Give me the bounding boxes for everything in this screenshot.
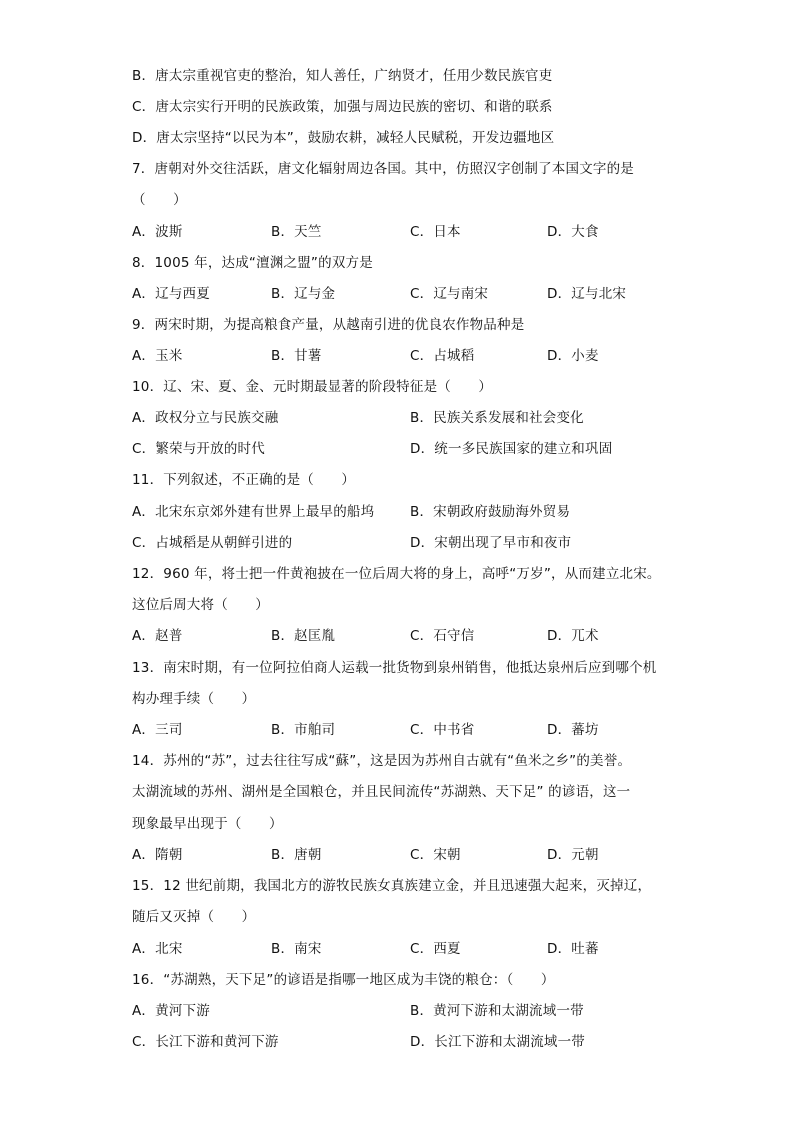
- q9-option-c: C．占城稻: [410, 348, 475, 364]
- q13-option-b: B．市舶司: [271, 722, 336, 738]
- q15-option-a: A．北宋: [132, 941, 183, 957]
- option-text-d: D．唐太宗坚持“以民为本”，鼓励农耕，减轻人民赋税，开发边疆地区: [132, 130, 555, 146]
- q7-option-b: B．天竺: [271, 224, 322, 240]
- q16-option-d: D．长江下游和太湖流域一带: [410, 1034, 585, 1050]
- q7-option-c: C．日本: [410, 224, 461, 240]
- q14-option-b: B．唐朝: [271, 847, 322, 863]
- q9-option-b: B．甘薯: [271, 348, 322, 364]
- q12-option-a: A．赵普: [132, 628, 183, 644]
- q15-option-d: D．吐蕃: [547, 941, 599, 957]
- q11-option-d: D．宋朝出现了早市和夜市: [410, 535, 572, 551]
- q14-option-c: C．宋朝: [410, 847, 461, 863]
- q15-option-b: B．南宋: [271, 941, 322, 957]
- q13-option-a: A．三司: [132, 722, 183, 738]
- question-11-stem: 11．下列叙述，不正确的是（ ）: [132, 472, 356, 488]
- q16-option-b: B．黄河下游和太湖流域一带: [410, 1003, 584, 1019]
- q7-option-a: A．波斯: [132, 224, 183, 240]
- q14-option-d: D．元朝: [547, 847, 599, 863]
- option-text-b: B．唐太宗重视官吏的整治，知人善任，广纳贤才，任用少数民族官吏: [132, 68, 553, 84]
- q10-option-b: B．民族关系发展和社会变化: [410, 410, 584, 426]
- q9-option-a: A．玉米: [132, 348, 183, 364]
- q13-option-d: D．蕃坊: [547, 722, 599, 738]
- q10-option-d: D．统一多民族国家的建立和巩固: [410, 441, 613, 457]
- question-8-stem: 8．1005 年，达成“澶渊之盟”的双方是: [132, 255, 373, 271]
- question-15-stem: 15．12 世纪前期，我国北方的游牧民族女真族建立金，并且迅速强大起来，灭掉辽，: [132, 878, 652, 894]
- q9-option-d: D．小麦: [547, 348, 599, 364]
- q13-option-c: C．中书省: [410, 722, 475, 738]
- q10-option-c: C．繁荣与开放的时代: [132, 441, 265, 457]
- q12-option-b: B．赵匡胤: [271, 628, 336, 644]
- q12-option-d: D．兀术: [547, 628, 599, 644]
- question-16-stem: 16．“苏湖熟，天下足”的谚语是指哪一地区成为丰饶的粮仓：（ ）: [132, 972, 555, 988]
- question-7-stem-cont: （ ）: [132, 192, 187, 208]
- option-text-c: C．唐太宗实行开明的民族政策，加强与周边民族的密切、和谐的联系: [132, 99, 553, 115]
- question-9-stem: 9．两宋时期，为提高粮食产量，从越南引进的优良农作物品种是: [132, 317, 525, 333]
- q8-option-a: A．辽与西夏: [132, 286, 210, 302]
- q12-option-c: C．石守信: [410, 628, 475, 644]
- q8-option-c: C．辽与南宋: [410, 286, 489, 302]
- q15-option-c: C．西夏: [410, 941, 461, 957]
- q11-option-c: C．占城稻是从朝鲜引进的: [132, 535, 293, 551]
- q8-option-d: D．辽与北宋: [547, 286, 627, 302]
- question-12-stem-cont: 这位后周大将（ ）: [132, 597, 269, 613]
- q11-option-b: B．宋朝政府鼓励海外贸易: [410, 504, 571, 520]
- question-15-stem-cont: 随后又灭掉（ ）: [132, 909, 256, 925]
- question-7-stem: 7．唐朝对外交往活跃，唐文化辐射周边各国。其中，仿照汉字创制了本国文字的是: [132, 161, 634, 177]
- question-12-stem: 12．960 年，将士把一件黄袍披在一位后周大将的身上，高呼“万岁”，从而建立北宋。: [132, 566, 661, 582]
- q8-option-b: B．辽与金: [271, 286, 336, 302]
- question-10-stem: 10．辽、宋、夏、金、元时期最显著的阶段特征是（ ）: [132, 379, 493, 395]
- question-14-stem: 14．苏州的“苏”，过去往往写成“蘇”，这是因为苏州自古就有“鱼米之乡”的美誉。: [132, 753, 632, 769]
- q10-option-a: A．政权分立与民族交融: [132, 410, 279, 426]
- q11-option-a: A．北宋东京郊外建有世界上最早的船坞: [132, 504, 375, 520]
- q16-option-c: C．长江下游和黄河下游: [132, 1034, 279, 1050]
- question-14-stem-cont-2: 现象最早出现于（ ）: [132, 816, 283, 832]
- question-14-stem-cont: 太湖流域的苏州、湖州是全国粮仓，并且民间流传“苏湖熟、天下足” 的谚语，这一: [132, 784, 631, 800]
- question-13-stem: 13．南宋时期，有一位阿拉伯商人运载一批货物到泉州销售，他抵达泉州后应到哪个机: [132, 660, 657, 676]
- q16-option-a: A．黄河下游: [132, 1003, 210, 1019]
- question-13-stem-cont: 构办理手续（ ）: [132, 691, 256, 707]
- q7-option-d: D．大食: [547, 224, 599, 240]
- q14-option-a: A．隋朝: [132, 847, 183, 863]
